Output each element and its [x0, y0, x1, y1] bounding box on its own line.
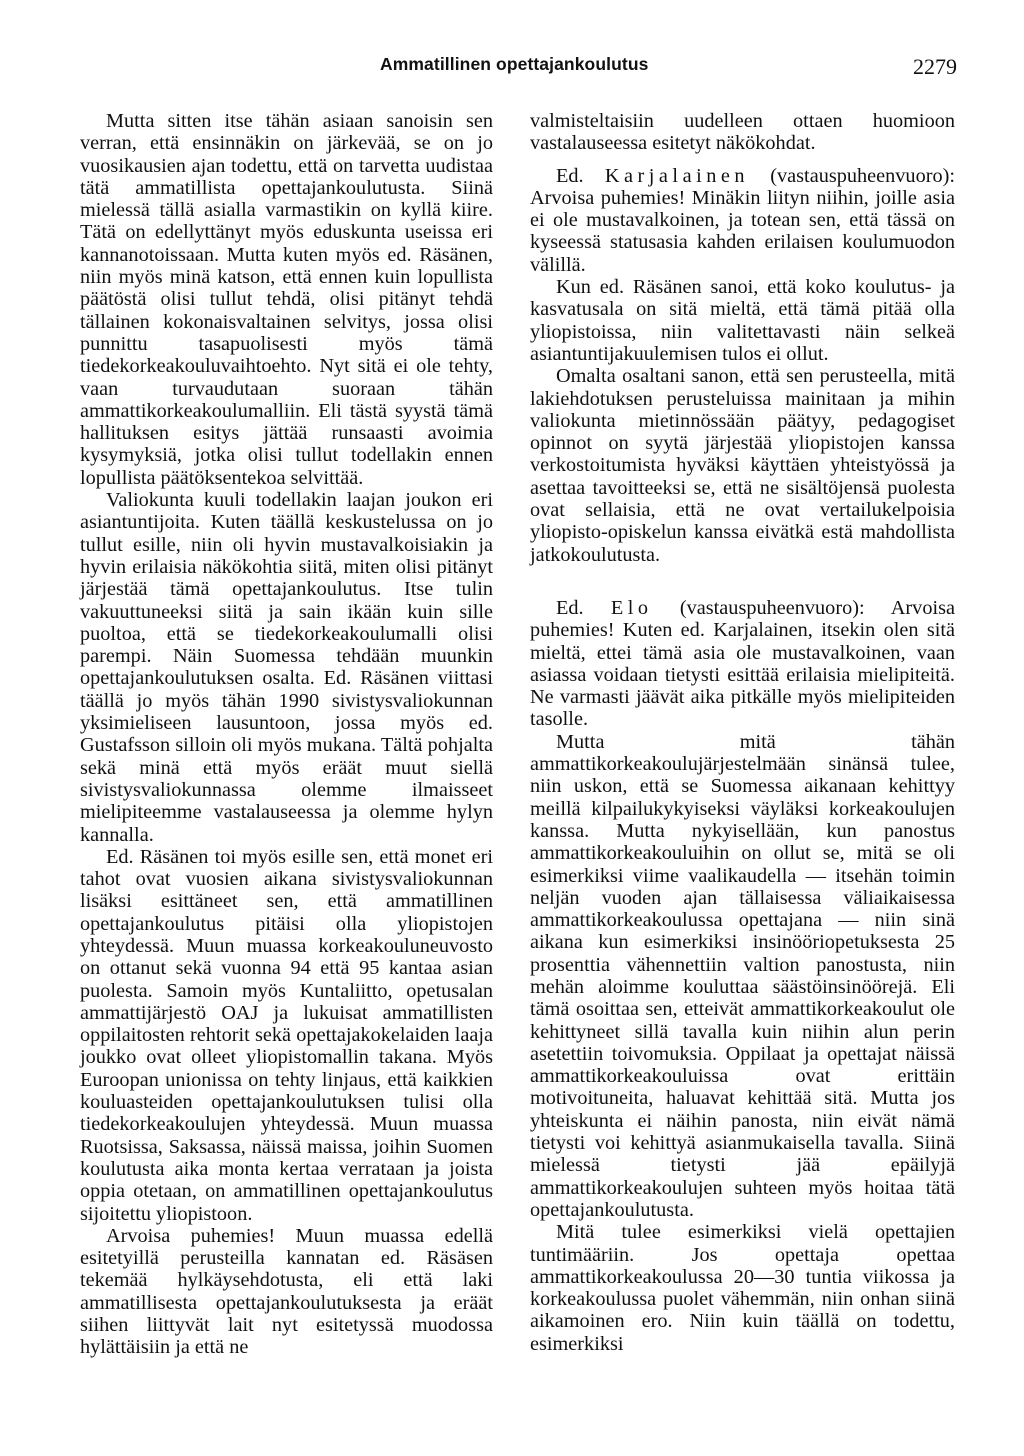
- speech-text: (vastauspuheenvuoro): Arvoisa puhemies! Minäkin liityn niihin, joille asia ei ole mustavalkoinen, ja totean sen, että tässä on kyseessä statusasia kahden erilaisen koulumuodon välillä.: [530, 164, 955, 276]
- paragraph: Mitä tulee esimerkiksi vielä opettajien tuntimääriin. Jos opettaja opettaa ammattikorkeakoulussa 20—30 tuntia viikossa ja korkeakoulussa puolet vähemmän, niin onhan siinä aikamoinen ero. Niin kuin täällä on todettu, esimerkiksi: [530, 1221, 955, 1355]
- speaker-prefix: Ed.: [556, 596, 584, 619]
- paragraph: Valiokunta kuuli todellakin laajan joukon eri asiantuntijoita. Kuten täällä keskustelussa on jo tullut esille, niin oli hyvin mustavalkoisiakin ja hyvin erilaisia näkökohtia siitä, miten olisi pitänyt järjestää tämä opettajankoulutus. Itse tulin vakuuttuneeksi siitä ja sain ikään kuin sille puoltoa, että se tiedekorkeakoulumalli olisi parempi. Näin Suomessa tehdään muunkin opettajankoulutuksen osalta. Ed. Räsänen viittasi täällä jo myös tähän 1990 sivistysvaliokunnan yksimieliseen lausuntoon, jossa myös ed. Gustafsson silloin oli myös mukana. Tältä pohjalta sekä minä että myös eräät muut siellä sivistysvaliokunnassa olemme ilmaisseet mielipiteemme vastalauseessa ja olemme hylyn kannalla.: [80, 489, 493, 846]
- page-header: [0, 54, 1024, 86]
- paragraph: Mutta mitä tähän ammattikorkeakoulujärjestelmään sinänsä tulee, niin uskon, että se Suomessa aikanaan kehittyy meillä kilpailukykyiseksi väyläksi korkeakoulujen kanssa. Mutta nykyisellään, kun panostus ammattikorkeakouluihin on ollut se, mitä se oli esimerkiksi viime vaalikaudella — itsehän toimin neljän vuoden ajan tällaisessa väliaikaisessa ammattikorkeakoulussa opettajana — niin sinä aikana kun esimerkiksi insinööriopetuksesta 25 prosenttia vähennettiin valtion panostusta, niin mehän aloimme kouluttaa säästöinsinöörejä. Eli tämä osoittaa sen, etteivät ammattikorkeakoulut ole kehittyneet sillä tavalla kuin niihin alun perin asetettiin toivomuksia. Oppilaat ja opettajat näissä ammattikorkeakouluissa ovat erittäin motivoituneita, haluavat kehittää sitä. Mutta jos yhteiskunta ei näihin panosta, niin eivät nämä tietysti voi kehittyä asianmukaisella tavalla. Siinä mielessä tietysti jää epäilyjä ammattikorkeakoulujen suhteen myös hoitaa tätä opettajankoulutusta.: [530, 730, 955, 1221]
- page-number: 2279: [913, 54, 957, 79]
- speaker-prefix: Ed.: [556, 164, 584, 187]
- paragraph: Omalta osaltani sanon, että sen perusteella, mitä lakiehdotuksen perusteluissa mainitaan ja mihin valiokunta mietinnössään päätyy, pedagogiset opinnot on syytä järjestää yliopistojen kanssa verkostoitumista hyväksi käyttäen yhteistyössä ja asettaa tavoitteeksi se, että ne sisältöjensä puolesta ovat sellaisia, että ne ovat vertailukelpoisia yliopisto-opiskelun kanssa eivätkä estä mahdollista jatkokoulutusta.: [530, 365, 955, 566]
- right-column: [530, 110, 955, 1355]
- paragraph: Ed. Räsänen toi myös esille sen, että monet eri tahot ovat vuosien aikana sivistysvaliokunnan lisäksi esittäneet sen, että ammatillinen opettajankoulutus pitäisi olla yliopistojen yhteydessä. Muun muassa korkeakouluneuvosto on ottanut sekä vuonna 94 että 95 kantaa asian puolesta. Samoin myös Kuntaliitto, opetusalan ammattijärjestö OAJ ja lukuisat ammatillisten oppilaitosten rehtorit sekä opettajakokelaiden laaja joukko ovat olleet yliopistomallin takana. Myös Euroopan unionissa on tehty linjaus, että kaikkien kouluasteiden opettajankoulutuksen tulisi olla tiedekorkeakoulujen yhteydessä. Muun muassa Ruotsissa, Saksassa, näissä maissa, joihin Suomen koulutusta aika monta kertaa verrataan ja joista oppia otetaan, on ammatillinen opettajankoulutus sijoitettu yliopistoon.: [80, 845, 493, 1225]
- left-column: [80, 110, 493, 1359]
- speech-paragraph: [530, 165, 955, 276]
- speaker-name: Karjalainen: [604, 164, 749, 187]
- paragraph: valmisteltaisiin uudelleen ottaen huomioon vastalauseessa esitetyt näkökohdat.: [530, 110, 955, 155]
- paragraph: Mutta sitten itse tähän asiaan sanoisin sen verran, että ensinnäkin on järkevää, se on jo vuosikausien ajan todettu, että on tarvetta uudistaa tätä ammatillista opettajankoulutusta. Siinä mielessä tällä asialla varmastikin on kyllä kiire. Tätä on edellyttänyt myös eduskunta useissa eri kannanotoissaan. Mutta kuten myös ed. Räsänen, niin myös minä katson, että ennen kuin lopullista päätöstä olisi tullut tehdä, olisi pitänyt tehdä tällainen kokonaisvaltainen selvitys, jossa olisi punnittu tasapuolisesti myös tämä tiedekorkeakouluvaihtoehto. Nyt sitä ei ole tehty, vaan turvaudutaan suoraan tähän ammattikorkeakoulumalliin. Eli tästä syystä tämä hallituksen esitys jättää runsaasti avoimia kysymyksiä, jotka olisi tullut todellakin ennen lopullista päätöksentekoa selvittää.: [80, 110, 493, 489]
- speech-text: (vastauspuheenvuoro): Arvoisa puhemies! Kuten ed. Karjalainen, itsekin olen sitä mieltä, ettei tämä asia ole mustavalkoinen, vaan asiassa voidaan tietysti esittää erilaisia mielipiteitä. Ne varmasti jäävät aika pitkälle myös mielipiteiden tasolle.: [530, 596, 955, 731]
- running-title: Ammatillinen opettajankoulutus: [380, 54, 649, 74]
- paragraph: Arvoisa puhemies! Muun muassa edellä esitetyillä perusteilla kannatan ed. Räsäsen tekemää hylkäysehdotusta, eli että laki ammatillisesta opettajankoulutuksesta ja eräät siihen liittyvät lait nyt esitetyssä muodossa hylättäisiin ja että ne: [80, 1224, 493, 1359]
- speech-paragraph: [530, 597, 955, 731]
- speaker-name: Elo: [610, 596, 653, 619]
- paragraph: Kun ed. Räsänen sanoi, että koko koulutus- ja kasvatusala on sitä mieltä, että tämä pitää olla yliopistoissa, niin valitettavasti näin selkeä asiantuntijakuulemisen tulos ei ollut.: [530, 276, 955, 365]
